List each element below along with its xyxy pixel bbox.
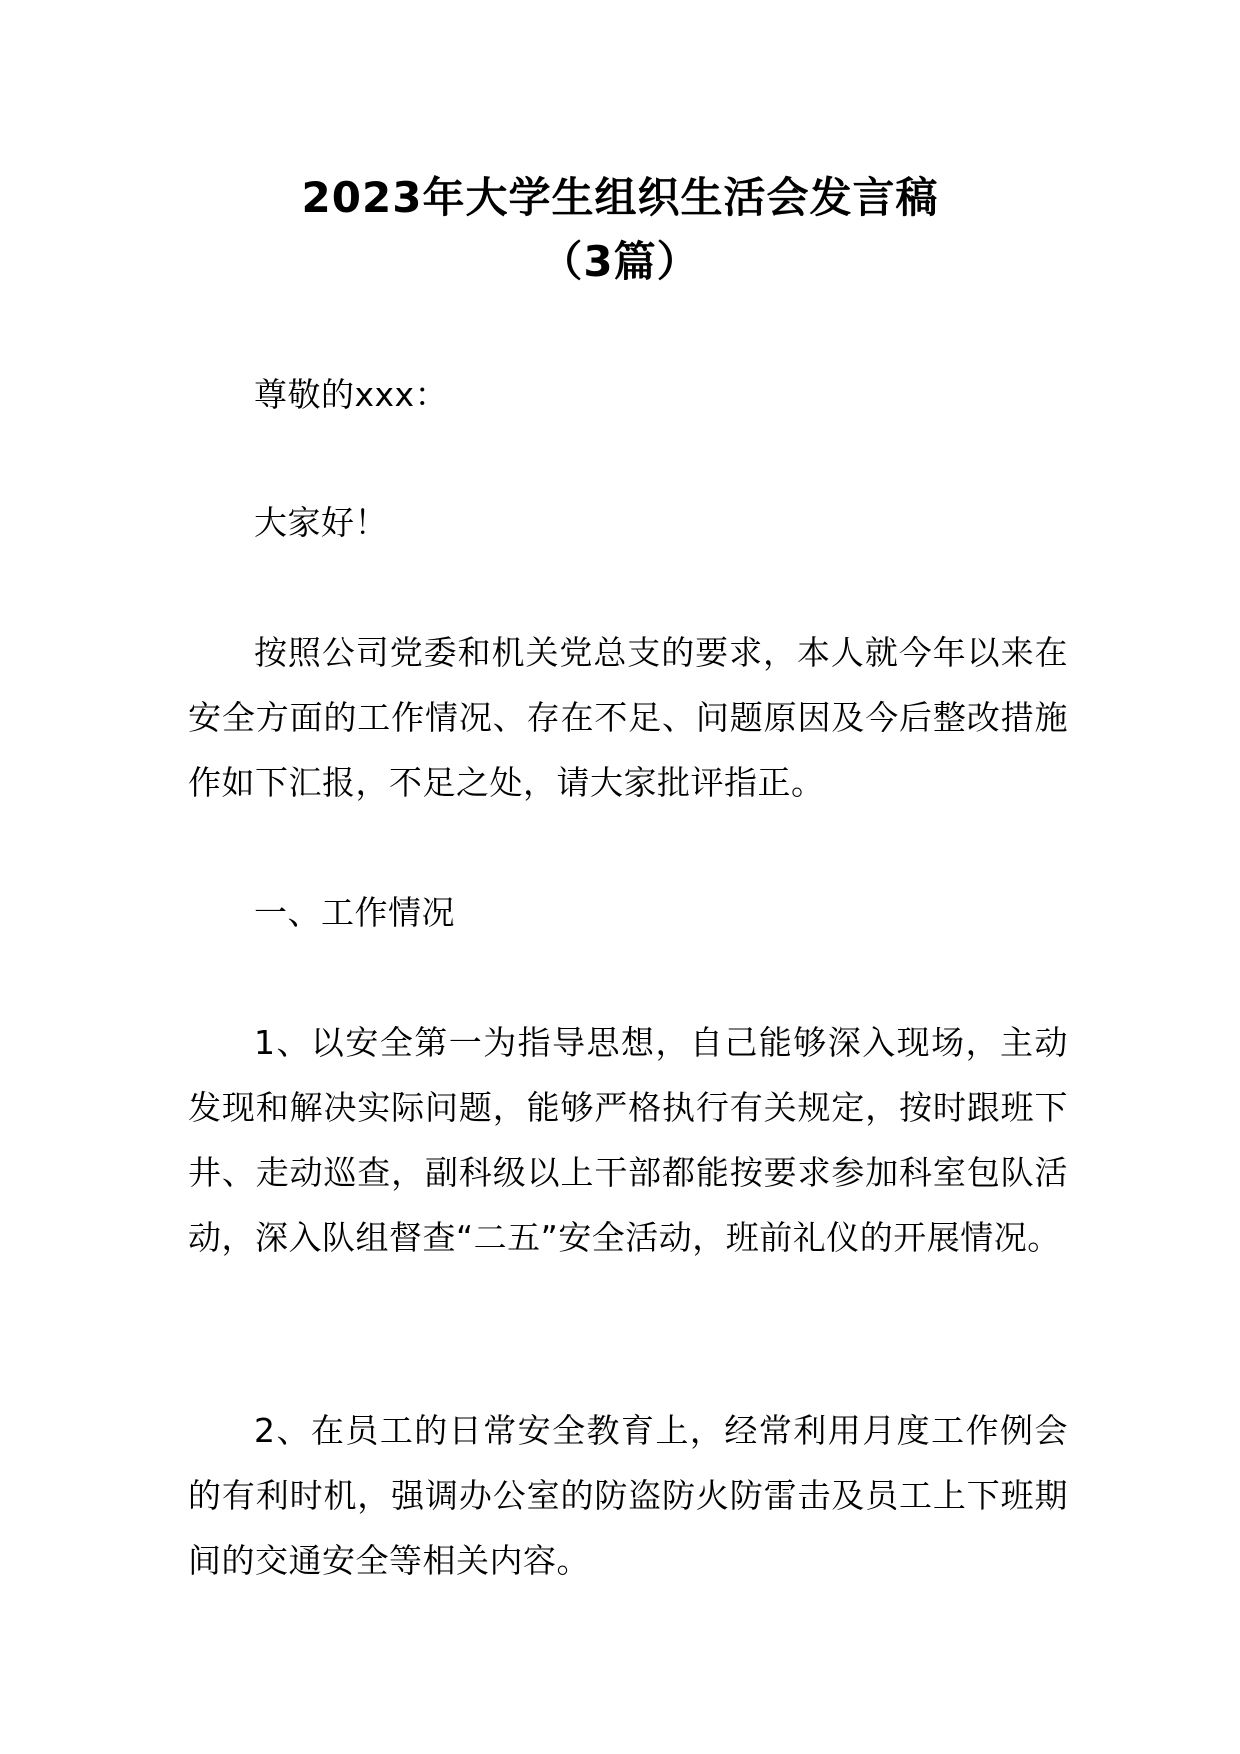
section-heading: 一、工作情况 bbox=[254, 893, 455, 932]
greeting: 大家好！ bbox=[254, 503, 388, 542]
list-item: 2、在员工的日常安全教育上，经常利用月度工作例会的有利时机，强调办公室的防盗防火防雷击及员工上下班期间的交通安全等相关内容。 bbox=[188, 1411, 1068, 1580]
salutation: 尊敬的xxx： bbox=[254, 375, 449, 414]
list-item: 1、以安全第一为指导思想，自己能够深入现场，主动发现和解决实际问题，能够严格执行有关规定，按时跟班下井、走动巡查，副科级以上干部都能按要求参加科室包队活动，深入队组督查“二五”安全活动，班前礼仪的开展情况。 bbox=[188, 1023, 1068, 1257]
document-title: 2023年大学生组织生活会发言稿 bbox=[301, 173, 939, 222]
intro-paragraph: 按照公司党委和机关党总支的要求，本人就今年以来在安全方面的工作情况、存在不足、问题原因及今后整改措施作如下汇报，不足之处，请大家批评指正。 bbox=[188, 633, 1068, 802]
document-title-subtitle: （3篇） bbox=[540, 237, 700, 286]
